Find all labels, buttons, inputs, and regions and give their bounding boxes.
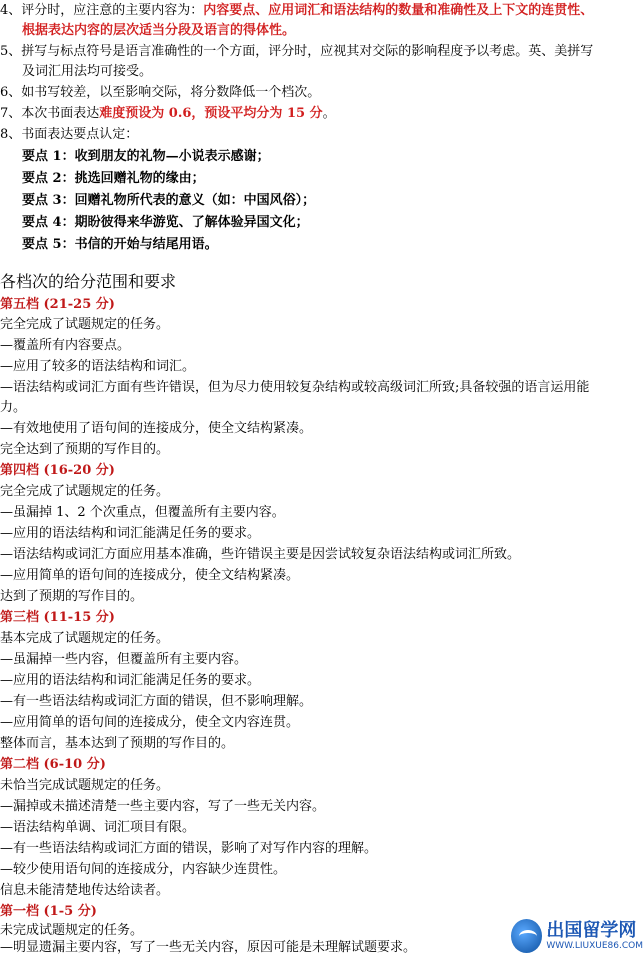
rule-item-8: 8、书面表达要点认定： (0, 127, 139, 142)
section-title: 各档次的给分范围和要求 (0, 272, 177, 291)
grade-line: —有一些语法结构或词汇方面的错误，影响了对写作内容的理解。 (0, 841, 378, 856)
grade-line: 未完成试题规定的任务。 (0, 923, 144, 938)
rule-item-7-highlight: 难度预设为 0.6，预设平均分为 15 分 (99, 106, 323, 121)
grade-line: 完全完成了试题规定的任务。 (0, 484, 170, 499)
grade-line: —漏掉或未描述清楚一些主要内容，写了一些无关内容。 (0, 799, 326, 814)
rule-item-4-highlight-cont: 根据表达内容的层次适当分段及语言的得体性。 (22, 23, 296, 38)
rule-item-7-prefix: 7、本次书面表达 (0, 106, 100, 121)
grade-line: 基本完成了试题规定的任务。 (0, 631, 170, 646)
grade-line: 整体而言，基本达到了预期的写作目的。 (0, 736, 235, 751)
key-point: 要点 4：期盼彼得来华游览、了解体验异国文化； (22, 215, 309, 230)
grade-line: —应用了较多的语法结构和词汇。 (0, 359, 196, 374)
grade-line: 力。 (0, 400, 27, 415)
grade-title: 第三档 (11-15 分) (0, 610, 115, 625)
watermark-name: 出国留学网 (546, 920, 637, 941)
grade-line: —语法结构或词汇方面有些许错误，但为尽力使用较复杂结构或较高级词汇所致;具备较强的语言运用能 (0, 380, 590, 395)
grade-line: —虽漏掉一些内容，但覆盖所有主要内容。 (0, 652, 248, 667)
key-point: 要点 5：书信的开始与结尾用语。 (22, 237, 218, 252)
grade-line: —虽漏掉 1、2 个次重点，但覆盖所有主要内容。 (0, 505, 285, 520)
rule-item-4 (0, 2, 593, 20)
grade-line: 达到了预期的写作目的。 (0, 589, 144, 604)
grade-line: —语法结构单调、词汇项目有限。 (0, 820, 196, 835)
rule-item-4-prefix: 4、评分时，应注意的主要内容为： (0, 3, 204, 18)
rule-item-6: 6、如书写较差，以至影响交际，将分数降低一个档次。 (0, 85, 321, 100)
grade-line: 完全完成了试题规定的任务。 (0, 317, 170, 332)
rule-item-7 (0, 105, 336, 123)
watermark-text (546, 921, 643, 951)
rule-item-4-highlight: 内容要点、应用词汇和语法结构的数量和准确性及上下文的连贯性、 (203, 3, 594, 18)
watermark-logo (511, 915, 643, 957)
grade-line: —应用简单的语句间的连接成分，使全文内容连贯。 (0, 715, 300, 730)
grade-line: —覆盖所有内容要点。 (0, 338, 131, 353)
watermark-url: WWW.LIUXUE86.COM (546, 941, 643, 951)
grade-line: —较少使用语句间的连接成分，内容缺少连贯性。 (0, 862, 287, 877)
grade-title: 第四档 (16-20 分) (0, 463, 115, 478)
grade-title: 第五档 (21-25 分) (0, 297, 115, 312)
key-point: 要点 1：收到朋友的礼物—小说表示感谢； (22, 149, 270, 164)
grade-line: —应用的语法结构和词汇能满足任务的要求。 (0, 526, 261, 541)
grade-line: —有一些语法结构或词汇方面的错误，但不影响理解。 (0, 694, 313, 709)
grade-line: —明显遗漏主要内容，写了一些无关内容，原因可能是未理解试题要求。 (0, 940, 417, 955)
grade-line: —语法结构或词汇方面应用基本准确，些许错误主要是因尝试较复杂语法结构或词汇所致。 (0, 547, 521, 562)
grade-line: —应用的语法结构和词汇能满足任务的要求。 (0, 673, 261, 688)
globe-icon (511, 919, 542, 953)
rule-item-5-line2: 及词汇用法均可接受。 (22, 64, 153, 79)
key-point: 要点 3：回赠礼物所代表的意义（如：中国风俗）； (22, 193, 316, 208)
grade-line: 未恰当完成试题规定的任务。 (0, 778, 170, 793)
grade-line: —有效地使用了语句间的连接成分，使全文结构紧凑。 (0, 421, 313, 436)
grade-title: 第一档 (1-5 分) (0, 904, 97, 919)
rule-item-5-line1: 5、拼写与标点符号是语言准确性的一个方面，评分时，应视其对交际的影响程度予以考虑。英、美拼写 (0, 44, 594, 59)
grade-line: —应用简单的语句间的连接成分，使全文结构紧凑。 (0, 568, 300, 583)
key-point: 要点 2：挑选回赠礼物的缘由； (22, 171, 205, 186)
rule-item-7-suffix: 。 (322, 106, 336, 121)
grade-title: 第二档 (6-10 分) (0, 757, 106, 772)
grade-line: 信息未能清楚地传达给读者。 (0, 883, 170, 898)
grade-line: 完全达到了预期的写作目的。 (0, 442, 170, 457)
